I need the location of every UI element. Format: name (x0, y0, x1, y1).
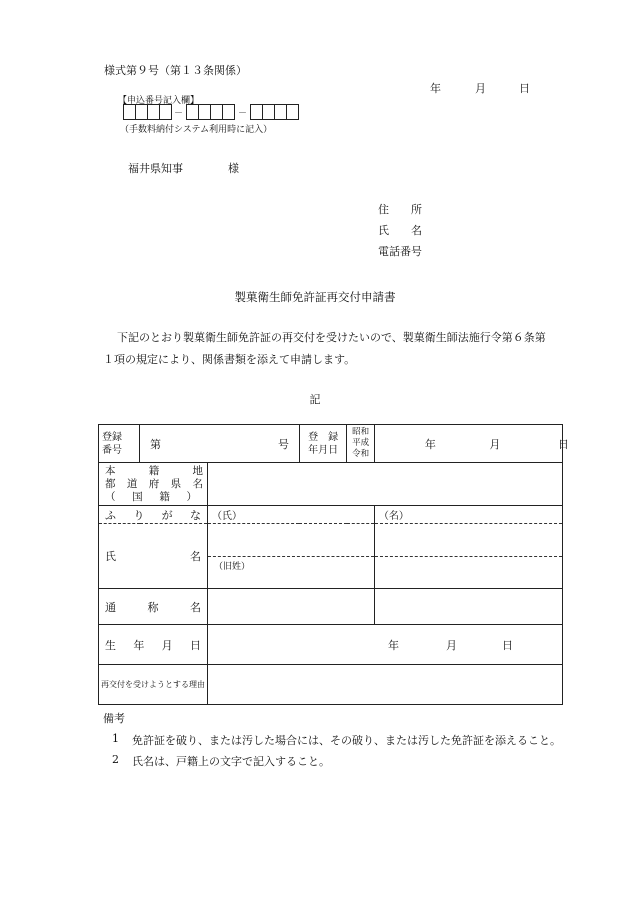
application-no-dash: － (174, 109, 184, 119)
era-heisei[interactable]: 平成 (352, 438, 370, 448)
era-reiwa[interactable]: 令和 (352, 449, 370, 459)
applicant-phone-label: 電話番号 (378, 245, 422, 258)
label-char: 籍 (159, 490, 170, 503)
label-char: 名 (190, 550, 201, 563)
family-name-field[interactable] (208, 524, 375, 589)
date-month: 月 (475, 82, 486, 95)
reg-date-month: 月 (489, 437, 501, 451)
application-no-box[interactable] (159, 104, 172, 120)
label-char: な (189, 508, 201, 522)
reg-no-label (99, 425, 140, 463)
addressee-honorific: 様 (228, 162, 239, 175)
reg-no-go: 号 (277, 437, 289, 451)
birth-month: 月 (446, 639, 457, 652)
common-name-row (99, 589, 563, 625)
birth-year: 年 (388, 639, 399, 652)
note-2-num: 2 (112, 753, 119, 766)
common-name-field-2[interactable] (374, 589, 562, 625)
furigana-family-label: （氏） (212, 511, 242, 522)
applicant-name-label (378, 222, 422, 238)
application-no-label: 【申込番号記入欄】 (118, 96, 200, 106)
common-name-label (99, 589, 208, 625)
applicant-address-label (378, 201, 422, 217)
label-char: り (133, 508, 145, 522)
label-char: 地 (192, 464, 203, 477)
birth-date-field[interactable] (208, 625, 563, 665)
reg-date-field[interactable] (374, 425, 569, 463)
label-char: 国 (132, 490, 143, 503)
furigana-row (99, 506, 563, 524)
application-table (98, 424, 569, 705)
name-row (99, 524, 563, 589)
date-day: 日 (519, 82, 530, 95)
form-number: 様式第９号（第１３条関係） (104, 64, 247, 77)
furigana-family-field[interactable] (208, 506, 375, 524)
note-1-text: 免許証を破り、または汚した場合には、その破り、または汚した免許証を添えること。 (132, 734, 561, 747)
label-char: 名 (411, 224, 422, 237)
reason-label: 再交付を受けようとする理由 (99, 665, 208, 705)
label-char: ） (186, 490, 197, 503)
label-char: 日 (189, 638, 201, 652)
ki-label: 記 (309, 393, 321, 406)
notes-heading: 備考 (103, 712, 125, 725)
label-char: 氏 (378, 224, 389, 237)
label-char: 道 (126, 477, 138, 490)
furigana-given-label: （名） (378, 511, 409, 522)
maiden-name-label: （旧姓） (214, 562, 251, 572)
given-name-area[interactable] (375, 524, 562, 557)
application-no-box[interactable] (222, 104, 235, 120)
label-char: 名 (192, 477, 203, 490)
reg-no-label-line: 登録 (102, 431, 122, 443)
era-showa[interactable]: 昭和 (352, 427, 370, 437)
reg-date-year: 年 (424, 437, 436, 451)
era-options[interactable] (347, 425, 375, 463)
note-1-num: 1 (112, 732, 119, 745)
date-year: 年 (430, 82, 441, 95)
label-char: 籍 (148, 464, 160, 477)
birth-row (99, 625, 563, 665)
reg-date-label-line: 登 録 (308, 431, 339, 443)
reason-field[interactable] (208, 665, 563, 705)
reg-date-label (299, 425, 346, 463)
label-char: 氏 (105, 550, 116, 563)
honseki-row (99, 463, 563, 506)
reg-date-day: 日 (557, 437, 569, 451)
reason-row (99, 665, 563, 705)
label-char: 府 (148, 477, 160, 490)
given-name-lower-area[interactable] (375, 557, 562, 588)
application-no-box[interactable] (286, 104, 299, 120)
label-char: 年 (133, 638, 145, 652)
body-line-1: 下記のとおり製菓衛生師免許証の再交付を受けたいので、製菓衛生師法施行令第６条第 (117, 331, 546, 344)
note-2-text: 氏名は、戸籍上の文字で記入すること。 (132, 755, 330, 768)
label-char: 生 (105, 638, 116, 652)
birth-day: 日 (502, 639, 513, 652)
label-char: 通 (105, 600, 116, 614)
registration-row (99, 425, 563, 463)
label-char: 名 (190, 600, 201, 614)
label-char: 住 (378, 203, 389, 216)
label-char: 所 (411, 203, 422, 216)
reg-no-label-line: 番号 (102, 444, 122, 456)
common-name-field[interactable] (208, 589, 375, 625)
label-char: 月 (161, 638, 173, 652)
label-char: 本 (105, 464, 116, 477)
reg-no-dai: 第 (150, 437, 161, 451)
reg-date-label-line: 年月日 (308, 444, 339, 456)
label-char: 県 (170, 477, 182, 490)
application-no-dash: － (238, 109, 248, 119)
honseki-label (99, 463, 208, 506)
maiden-name-area[interactable] (208, 557, 374, 588)
name-label (99, 524, 208, 589)
addressee-name: 福井県知事 (128, 162, 183, 175)
family-name-area[interactable] (208, 524, 374, 557)
document-title: 製菓衛生師免許証再交付申請書 (234, 290, 396, 304)
label-char: ふ (105, 508, 116, 522)
body-line-2: １項の規定により、関係書類を添えて申請します。 (103, 353, 356, 366)
honseki-field[interactable] (208, 463, 563, 506)
application-no-note: （手数料納付システム利用時に記入） (120, 125, 273, 135)
furigana-given-field[interactable] (374, 506, 562, 524)
furigana-label (99, 506, 208, 524)
label-char: 称 (147, 600, 159, 614)
given-name-field[interactable] (374, 524, 562, 589)
label-char: 都 (105, 477, 116, 490)
label-char: が (161, 508, 173, 522)
birth-label (99, 625, 208, 665)
reg-no-field[interactable] (140, 425, 300, 463)
label-char: （ (105, 490, 116, 503)
